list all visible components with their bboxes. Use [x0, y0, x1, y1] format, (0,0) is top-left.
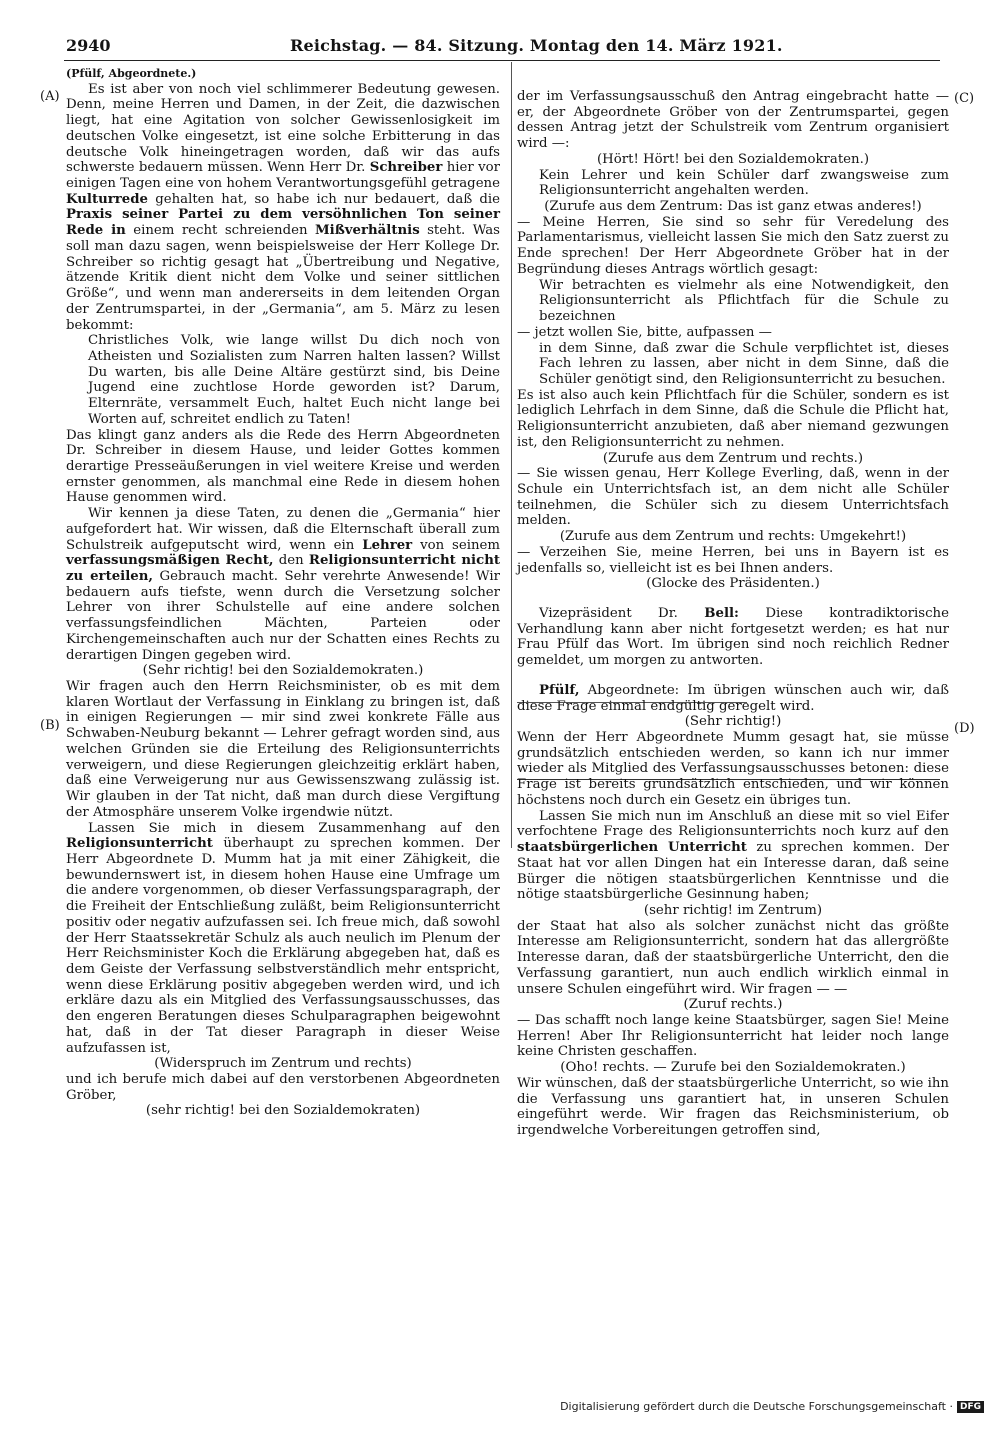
text: Abgeordnete: Im übrigen wünschen auch wir, daß diese Frage einmal endgültig geregelt wird.	[517, 682, 949, 714]
interjection: (Sehr richtig!)	[684, 714, 782, 730]
paragraph: — Verzeihen Sie, meine Herren, bei uns in Bayern ist es jedenfalls so, vielleicht ist es bei Ihnen anders.	[517, 544, 949, 576]
interjection: (sehr richtig! im Zentrum)	[643, 902, 823, 918]
margin-marker-d: (D)	[954, 721, 975, 736]
quotation: Christliches Volk, wie lange willst Du dich noch von Atheisten und Sozialisten zum Narren halten lassen? Willst Du warten, bis alle Deine Altäre gestürzt sind, bis Deine Jugend eine zuchtlose Horde geworden ist? Darum, Elternräte, versammelt Euch, haltet Euch nicht lange bei Worten auf, schreitet endlich zu Taten!	[88, 333, 500, 427]
speaker-name: Bell:	[704, 606, 739, 621]
text-bold: Religionsunterricht nicht zu erteilen,	[66, 553, 500, 584]
paragraph: Wenn der Herr Abgeordnete Mumm gesagt hat, sie müsse grundsätzlich entschieden werden, so kann ich nur immer wieder als Mitglied des Verfassungsausschusses betonen: diese Frage ist bereits grundsätzlich entschieden, und wir können höchstens noch durch ein Gesetz ein übriges tun.	[517, 730, 949, 808]
paragraph: Wir fragen auch den Herrn Reichsminister, ob es mit dem klaren Wortlaut der Verfassung in Einklang zu bringen ist, daß in einigen Regierungen — mir sind zwei konkrete Fälle aus Schwaben-Neuburg bekannt — Lehrer gefragt worden sind, aus welchen Gründen sie die Erteilung des Religionsunterrichts verweigern, und diese Regierungen gleichzeitig erklärt haben, daß eine Verweigerung nur aus Gewissenszwang zulässig ist. Wir glauben in der Tat nicht, daß man durch diese Vergiftung der Atmosphäre unserem Volke irgendwie nützt.	[66, 679, 500, 820]
text-bold: verfassungsmäßigen Recht,	[66, 553, 274, 569]
paragraph: Es ist also auch kein Pflichtfach für die Schüler, sondern es ist lediglich Lehrfach in dem Sinne, daß die Schule die Pflicht hat, Religionsunterricht anzubieten, daß aber niemand gezwungen ist, den Religionsunterricht zu nehmen.	[517, 387, 949, 450]
interjection: (Oho! rechts. — Zurufe bei den Sozialdemokraten.)	[560, 1060, 906, 1076]
interjection: (Widerspruch im Zentrum und rechts)	[154, 1056, 412, 1072]
interjection: (Zurufe aus dem Zentrum und rechts.)	[602, 450, 864, 466]
interjection: (Zurufe aus dem Zentrum: Das ist ganz etwas anderes!)	[544, 199, 922, 215]
paragraph: und ich berufe mich dabei auf den verstorbenen Abgeordneten Gröber,	[66, 1072, 500, 1103]
paragraph: — Sie wissen genau, Herr Kollege Everling, daß, wenn in der Schule ein Unterrichtsfach ist, an dem nicht alle Schüler teilnehmen, die Schüler sich zu diesem Unterrichtsfach melden.	[517, 466, 949, 529]
text: zu sprechen kommen. Der Staat hat vor allen Dingen hat ein Interesse daran, daß seine Bürger die nötigen staatsbürgerlichen Kenntnisse und die nötige staatsbürgerliche Gesinnung haben;	[517, 840, 949, 903]
left-column	[66, 66, 500, 1119]
paragraph: der im Verfassungsausschuß den Antrag eingebracht hatte — er, der Abgeordnete Gröber von der Zentrumspartei, gegen dessen Antrag jetzt der Schulstreik vom Zentrum organisiert wird —:	[517, 89, 949, 152]
paragraph-vicepresident	[517, 606, 949, 669]
text: von seinem	[420, 537, 501, 553]
text-bold: Praxis seiner Partei zu dem versöhnlichen Ton seiner Rede in	[66, 207, 500, 239]
interjection: (Hört! Hört! bei den Sozialdemokraten.)	[596, 151, 870, 167]
text: Gebrauch macht. Sehr verehrte Anwesende! Wir bedauern aufs tiefste, wenn durch die Versetzung solcher Lehrer von ihrer Schulstelle auf eine andere solchen verfassungsfeindlichen Mächten, Parteien oder Kirchengemeinschaften auch nur der Schatten eines Rechts zu derartigen Dingen gegeben wird.	[66, 569, 500, 663]
footer-text: Digitalisierung gefördert durch die Deutsche Forschungsgemeinschaft ·	[560, 1400, 953, 1413]
text: gehalten hat, so habe ich nur bedauert, daß die	[155, 191, 501, 207]
quotation: Kein Lehrer und kein Schüler darf zwangsweise zum Religionsunterricht angehalten werden.	[539, 167, 949, 199]
interjection: (Zuruf rechts.)	[683, 997, 783, 1013]
text: steht. Was soll man dazu sagen, wenn beispielsweise der Herr Kollege Dr. Schreiber so richtig gesagt hat „Übertreibung und Negative, ätzende Kritik dient nicht dem Volke und seiner sittlichen Größe“, und wenn man andererseits in dem leitenden Organ der Zentrumspartei, in der „Germania“, am 5. März zu lesen bekommt:	[66, 223, 500, 333]
margin-marker-a: (A)	[40, 89, 60, 104]
paragraph: Wir wünschen, daß der staatsbürgerliche Unterricht, so wie ihn die Verfassung uns garantiert hat, in unseren Schulen eingeführt werde. Wir fragen das Reichsministerium, ob irgendwelche Vorbereitungen getroffen sind,	[517, 1075, 949, 1138]
margin-marker-c: (C)	[954, 91, 975, 106]
paragraph: — Meine Herren, Sie sind so sehr für Veredelung des Parlamentarismus, vielleicht lassen Sie mich den Satz zuerst zu Ende sprechen! Der Herr Abgeordnete Gröber hat in der Begründung dieses Antrags wörtlich gesagt:	[517, 214, 949, 277]
text: Es ist aber von noch viel schlimmerer Bedeutung gewesen. Denn, meine Herren und Damen, in der Zeit, die dazwischen liegt, hat eine Agitation von solcher Gewissenlosigkeit im deutschen Volke eingesetzt, ist eine solche Erbitterung in das deutsche Volk hineingetragen worden, daß wir das aufs schwerste bedauern müssen. Wenn Herr Dr.	[66, 81, 500, 176]
paragraph: — Das schafft noch lange keine Staatsbürger, sagen Sie! Meine Herren! Aber Ihr Religionsunterricht hat leider noch lange keine Christen geschaffen.	[517, 1012, 949, 1060]
text: Wir kennen ja diese Taten, zu denen die „Germania“ hier aufgefordert hat. Wir wissen, daß die Elternschaft überall zum Schulstreik aufgeputscht wird, wenn ein	[66, 506, 500, 553]
quotation: Wir betrachten es vielmehr als eine Notwendigkeit, den Religionsunterricht als Pflichtfach für die Schule zu bezeichnen	[539, 277, 949, 325]
paragraph: — jetzt wollen Sie, bitte, aufpassen —	[517, 324, 772, 340]
text: den	[278, 553, 304, 569]
speaker-name: Pfülf,	[539, 682, 580, 698]
footer	[560, 1400, 984, 1413]
text: überhaupt zu sprechen kommen. Der Herr Abgeordnete D. Mumm hat ja mit einer Zähigkeit, die bewundernswert ist, in diesem hohen Hause eine Umfrage um die andere vorgenommen, ob dieser Verfassungsparagraph, der die Freiheit der Entschließung zuläßt, beim Religionsunterricht positiv oder negativ aufzufassen sei. Ich freue mich, daß sowohl der Herr Staatssekretär Schulz als auch neulich im Plenum der Herr Reichsminister Koch die Erklärung abgegeben hat, daß es dem Geiste der Verfassung selbstverständlich mehr entspricht, wenn diese Erklärung positiv abgegeben werden wird, und ich erkläre dazu als ein Mitglied des Verfassungsausschusses, das den engeren Beratungen dieses Schulparagraphen beigewohnt hat, daß in der Tat dieser Paragraph in dieser Weise aufzufassen ist,	[66, 836, 500, 1056]
dfg-logo: DFG	[957, 1401, 984, 1413]
interjection: (Zurufe aus dem Zentrum und rechts: Umgekehrt!)	[559, 529, 907, 545]
paragraph	[66, 506, 500, 663]
text-bold: Religionsunterricht	[66, 836, 213, 852]
text: hier vor einigen Tagen eine von hohem Verantwortungsgefühl getragene	[66, 160, 500, 192]
text: Lassen Sie mich in diesem Zusammenhang auf den	[88, 820, 500, 836]
quotation: in dem Sinne, daß zwar die Schule verpflichtet ist, dieses Fach lehren zu lassen, aber nicht in dem Sinne, daß die Schüler genötigt sind, den Religionsunterricht zu besuchen.	[539, 340, 949, 387]
text: Lassen Sie mich nun im Anschluß an diese mit so viel Eifer verfochtene Frage des Religionsunterrichts noch kurz auf den	[517, 808, 949, 840]
text-bold: Mißverhältnis	[314, 223, 420, 239]
interjection: (Sehr richtig! bei den Sozialdemokraten.)	[142, 663, 424, 679]
paragraph: der Staat hat also als solcher zunächst nicht das größte Interesse am Religionsunterricht, sondern hat das allergrößte Interesse daran, daß der staatsbürgerliche Unterricht, den die Verfassung garantiert, nun auch endlich wirklich einmal in unsere Schulen eingeführt wird. Wir fragen — —	[517, 918, 949, 997]
interjection: (sehr richtig! bei den Sozialdemokraten)	[145, 1103, 421, 1119]
header-rule	[64, 60, 940, 61]
margin-marker-b: (B)	[40, 718, 60, 733]
paragraph-speaker	[517, 683, 949, 714]
text: Vizepräsident Dr.	[539, 606, 678, 621]
paragraph	[66, 82, 500, 334]
text-bold: Kulturrede	[66, 191, 149, 207]
text: einem recht schreienden	[133, 223, 308, 239]
paragraph: Das klingt ganz anders als die Rede des Herrn Abgeordneten Dr. Schreiber in diesem Hause, und leider Gottes kommen derartige Presseäußerungen in viel weitere Kreise und werden ernster genommen, als manchmal eine Rede in diesem hohen Hause genommen wird.	[66, 427, 500, 506]
text: Diese kontradiktorische Verhandlung kann aber nicht fortgesetzt werden; es hat nur Frau Pfülf das Wort. Im übrigen sind noch reichlich Redner gemeldet, um morgen zu antworten.	[517, 606, 949, 669]
interjection: (Glocke des Präsidenten.)	[646, 576, 820, 592]
running-title: Reichstag. — 84. Sitzung. Montag den 14. März 1921.	[290, 36, 783, 55]
text-bold: Schreiber	[369, 160, 443, 176]
column-divider	[511, 62, 512, 848]
text-bold: Lehrer	[362, 537, 413, 553]
paragraph	[517, 809, 949, 903]
page-number: 2940	[66, 36, 111, 55]
paragraph	[66, 821, 500, 1057]
speaker-tag: (Pfülf, Abgeordnete.)	[66, 67, 197, 80]
text-bold: staatsbürgerlichen Unterricht	[517, 840, 747, 856]
right-column	[517, 89, 949, 1139]
